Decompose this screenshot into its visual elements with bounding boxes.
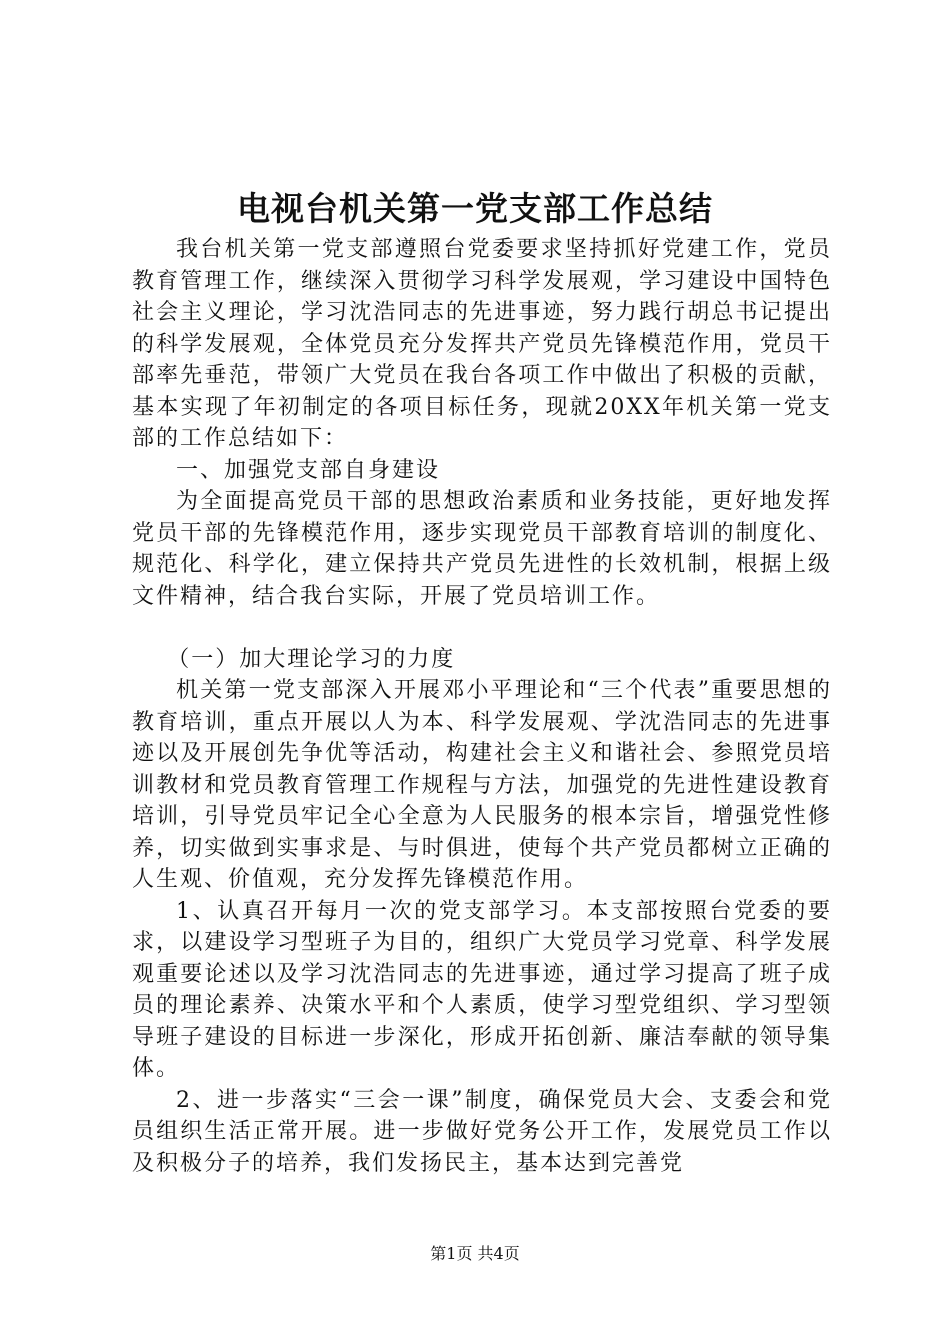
page-footer: 第1页 共4页 bbox=[430, 1244, 520, 1263]
section-heading-1: 一、加强党支部自身建设 bbox=[176, 457, 441, 483]
paragraph-intro: 我台机关第一党支部遵照台党委要求坚持抓好党建工作，党员教育管理工作，继续深入贯彻学习科学发展观，学习建设中国特色社会主义理论，学习沈浩同志的先进事迹，努力践行胡总书记提出的科学发展观，全体党员充分发挥共产党员先锋模范作用，党员干部率先垂范，带领广大党员在我台各项工作中做出了积极的贡献，基本实现了年初制定的各项目标任务，现就20XX年机关第一党支部的工作总结如下： bbox=[132, 237, 832, 451]
document-title: 电视台机关第一党支部工作总结 bbox=[237, 189, 713, 228]
paragraph-section-1: 为全面提高党员干部的思想政治素质和业务技能，更好地发挥党员干部的先锋模范作用，逐步实现党员干部教育培训的制度化、规范化、科学化，建立保持共产党员先进性的长效机制，根据上级文件精神，结合我台实际，开展了党员培训工作。 bbox=[132, 489, 832, 609]
paragraph-item-1: 1、认真召开每月一次的党支部学习。本支部按照台党委的要求，以建设学习型班子为目的，组织广大党员学习党章、科学发展观重要论述以及学习沈浩同志的先进事迹，通过学习提高了班子成员的理论素养、决策水平和个人素质，使学习型党组织、学习型领导班子建设的目标进一步深化，形成开拓创新、廉洁奉献的领导集体。 bbox=[132, 898, 832, 1081]
document-body bbox=[132, 234, 832, 1179]
subsection-heading-1: （一）加大理论学习的力度 bbox=[167, 646, 456, 672]
paragraph-theory-study: 机关第一党支部深入开展邓小平理论和“三个代表”重要思想的教育培训，重点开展以人为本、科学发展观、学沈浩同志的先进事迹以及开展创先争优等活动，构建社会主义和谐社会、参照党员培训教材和党员教育管理工作规程与方法，加强党的先进性建设教育培训，引导党员牢记全心全意为人民服务的根本宗旨，增强党性修养，切实做到实事求是、与时俱进，使每个共产党员都树立正确的人生观、价值观，充分发挥先锋模范作用。 bbox=[132, 678, 832, 892]
paragraph-item-2: 2、进一步落实“三会一课”制度，确保党员大会、支委会和党员组织生活正常开展。进一步做好党务公开工作，发展党员工作以及积极分子的培养，我们发扬民主，基本达到完善党 bbox=[132, 1087, 832, 1176]
